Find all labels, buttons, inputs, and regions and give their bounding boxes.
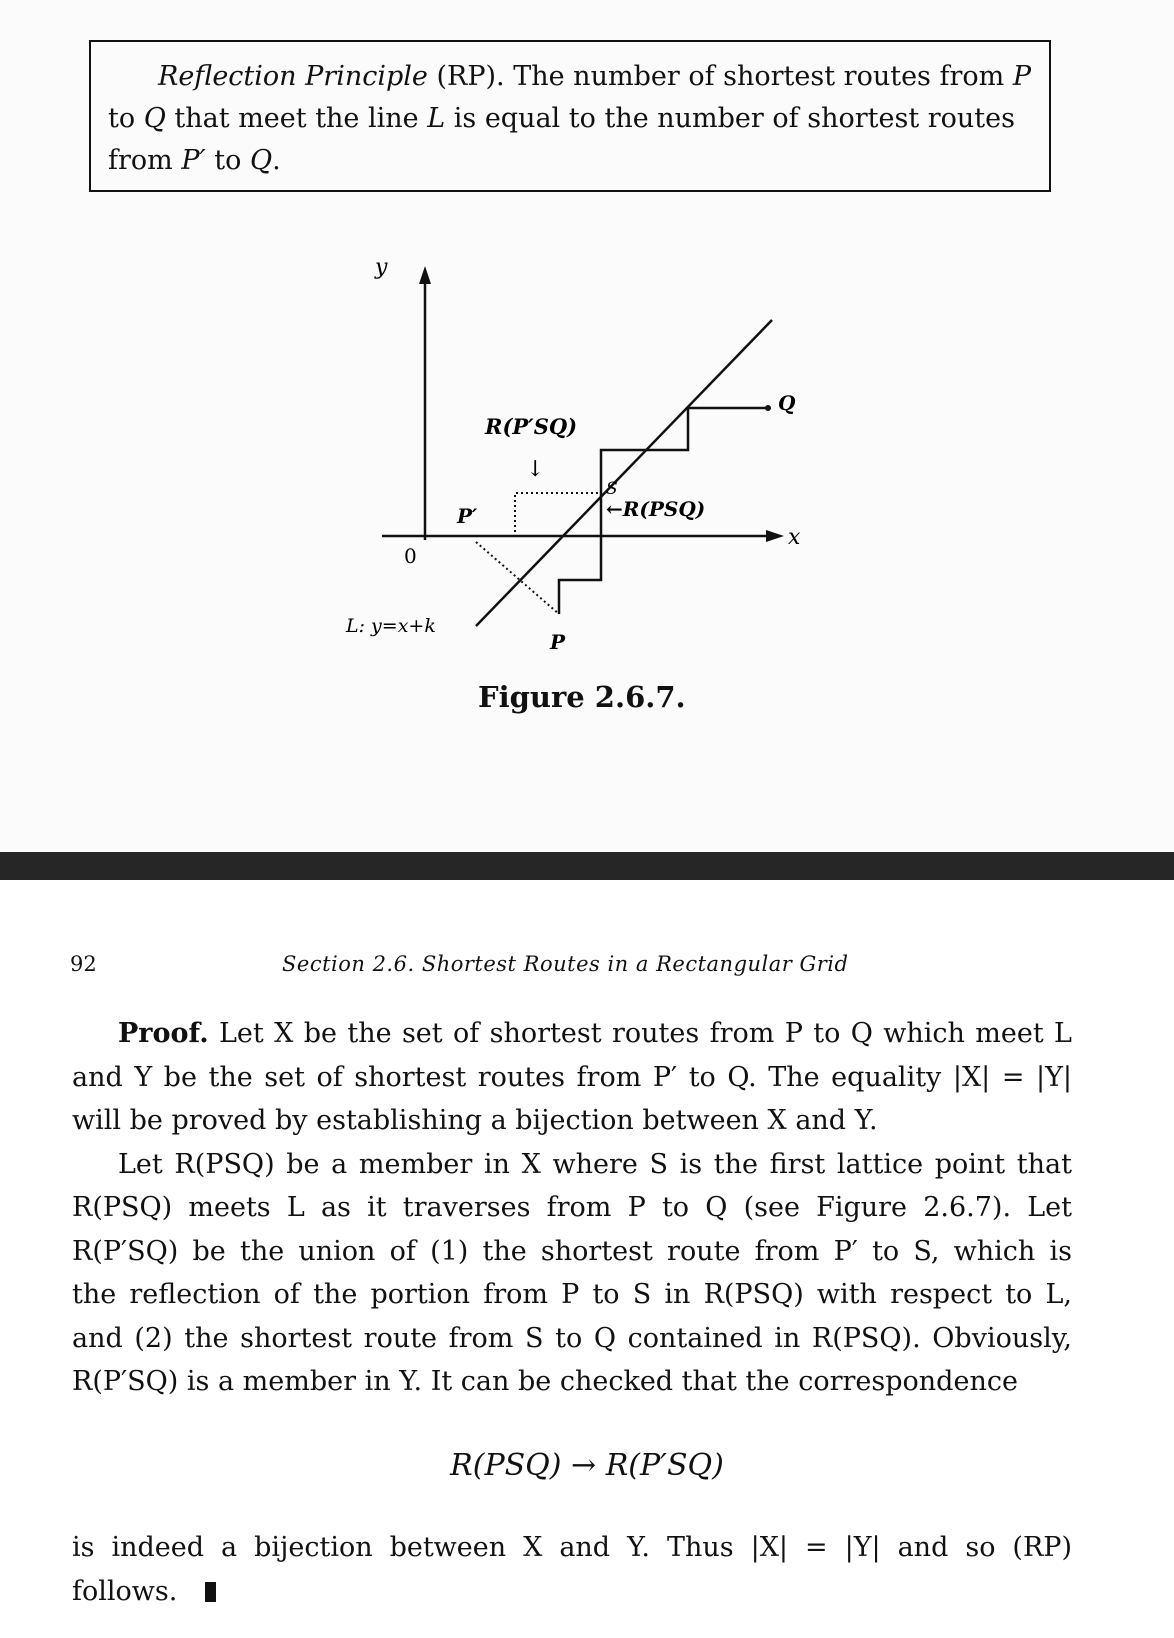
theorem-text: that meet the line	[165, 103, 428, 134]
proof-line: will be proved by establishing a bijection between X and Y.	[72, 1105, 878, 1136]
theorem-line-2	[108, 98, 1033, 140]
theorem-text: to	[108, 103, 144, 134]
line-l-label: L: y=x+k	[346, 615, 436, 637]
running-head: Section 2.6. Shortest Routes in a Rectangular Grid	[282, 952, 849, 976]
page-separator	[0, 852, 1174, 880]
proof-paragraph-2	[72, 1143, 1072, 1404]
y-axis-label: y	[375, 255, 388, 280]
running-header	[70, 952, 1080, 982]
display-equation: R(PSQ) → R(P′SQ)	[450, 1448, 724, 1483]
point-s-label: S	[606, 479, 618, 499]
route-pprime-s	[515, 493, 601, 537]
figure-caption: Figure 2.6.7.	[478, 680, 686, 714]
qed-icon	[205, 1582, 216, 1602]
theorem-var-pprime: P′	[181, 145, 206, 176]
proof-line	[72, 1012, 1072, 1056]
label-rpsq: ←R(PSQ)	[606, 497, 706, 521]
proof-line: R(P′SQ) be the union of (1) the shortest route from P′ to S, which is	[72, 1235, 1072, 1267]
theorem-var-q: Q	[249, 145, 273, 176]
proof-line: and (2) the shortest route from S to Q contained in R(PSQ). Obviously,	[72, 1322, 1072, 1354]
proof-line: the reflection of the portion from P to S in R(PSQ) with respect to L,	[72, 1279, 1072, 1310]
theorem-text: is equal to the number of shortest routes	[445, 103, 1015, 134]
point-pprime-label: P′	[457, 504, 478, 528]
origin-label: 0	[404, 544, 417, 568]
x-axis-arrowhead	[766, 530, 784, 542]
line-l	[476, 320, 772, 626]
theorem-text: .	[272, 145, 281, 176]
proof-paragraph-1	[72, 1012, 1072, 1143]
theorem-text: The number of shortest routes from	[504, 61, 1013, 92]
closing-line-1: is indeed a bijection between X and Y. Thus |X| = |Y| and so (RP)	[72, 1532, 1072, 1563]
x-axis-label: x	[788, 525, 801, 550]
theorem-var-l: L	[427, 103, 446, 134]
closing-line-2	[72, 1570, 1072, 1614]
y-axis-arrowhead	[419, 266, 431, 284]
proof-text: Let X be the set of shortest routes from P to Q which meet L	[208, 1018, 1072, 1049]
proof-line: R(PSQ) meets L as it traverses from P to Q (see Figure 2.6.7). Let	[72, 1192, 1072, 1223]
theorem-name: Reflection Principle	[158, 61, 428, 92]
theorem-text: from	[108, 145, 182, 176]
point-p-label: P	[550, 630, 566, 654]
label-rpprimesq: R(P′SQ)	[485, 414, 578, 439]
theorem-abbr: (RP).	[436, 61, 505, 92]
proof-closing	[72, 1526, 1072, 1613]
theorem-text: to	[205, 145, 250, 176]
proof-line: R(P′SQ) is a member in Y. It can be checked that the correspondence	[72, 1366, 1018, 1397]
point-q-label: Q	[778, 391, 796, 415]
proof-label: Proof.	[118, 1018, 209, 1049]
proof-line: and Y be the set of shortest routes from P′ to Q. The equality |X| = |Y|	[72, 1061, 1072, 1093]
page-number: 92	[70, 952, 97, 976]
reflection-figure	[330, 240, 850, 660]
theorem-var-p: P	[1012, 61, 1032, 92]
arrow-down-icon: ↓	[526, 457, 545, 482]
theorem-line-1	[108, 56, 1033, 98]
closing-text: follows.	[72, 1575, 178, 1607]
theorem-line-3	[108, 140, 1033, 182]
theorem-var-q: Q	[143, 103, 166, 134]
theorem-box	[89, 40, 1051, 192]
proof-body	[72, 1012, 1072, 1404]
point-q-dot	[765, 405, 771, 411]
proof-line: Let R(PSQ) be a member in X where S is the first lattice point that	[118, 1148, 1072, 1180]
